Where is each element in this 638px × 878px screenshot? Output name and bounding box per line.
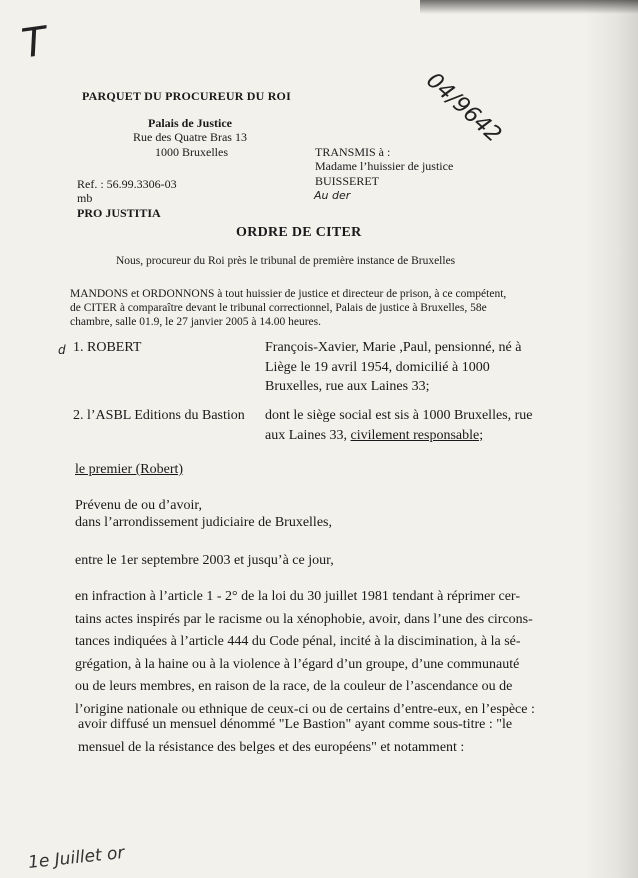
reference-number: Ref. : 56.99.3306-03 (77, 177, 177, 191)
address-street: Rue des Quatre Bras 13 (133, 130, 247, 144)
party-2-last-line (265, 426, 530, 446)
party-1-label: 1. ROBERT (73, 340, 142, 355)
party-1-line: Liège le 19 avril 1954, domicilié à 1000 (265, 359, 490, 375)
document-title: ORDRE DE CITER (236, 225, 362, 240)
infraction-line: tances indiquées à l’article 444 du Code pénal, incité à la discimination, à la sé- (75, 634, 521, 649)
transmis-label: TRANSMIS à : (315, 145, 391, 159)
pro-justitia: PRO JUSTITIA (77, 206, 161, 220)
party-2-line: dont le siège social est sis à 1000 Bruxelles, rue (265, 408, 533, 423)
intro-line: Nous, procureur du Roi près le tribunal de première instance de Bruxelles (116, 255, 456, 267)
prevenu-line-1: Prévenu de ou d’avoir, (75, 498, 202, 513)
mandons-line-3: chambre, salle 01.9, le 27 janvier 2005 à 14.00 heures. (70, 316, 322, 328)
party-1-line: Bruxelles, rue aux Laines 33; (265, 379, 430, 394)
margin-mark: T (18, 18, 50, 68)
infraction-line: ou de leurs membres, en raison de la race, de la couleur de l’ascendance ou de (75, 679, 513, 694)
party-1-line: François-Xavier, Marie ,Paul, pensionné, né à (265, 340, 522, 355)
reference-initials: mb (77, 191, 93, 205)
scan-edge-shadow (583, 0, 638, 878)
period-line: entre le 1er septembre 2003 et jusqu’à ce jour, (75, 553, 334, 568)
transmis-line-2: BUISSERET (315, 174, 380, 188)
mandons-line-2: de CITER à comparaître devant le tribunal correctionnel, Palais de justice à Bruxelles, 58e (70, 302, 487, 314)
infraction-line: tains actes inspirés par le racisme ou la xénophobie, avoir, dans l’une des circons- (75, 611, 533, 627)
office-header: PARQUET DU PROCUREUR DU ROI (82, 89, 291, 103)
first-defendant-heading: le premier (Robert) (75, 462, 184, 477)
party-2-details (265, 406, 533, 445)
infraction-line: en infraction à l’article 1 - 2° de la loi du 30 juillet 1981 tendant à réprimer cer- (75, 589, 520, 604)
infraction-line: grégation, à la haine ou à la violence à l’égard d’un groupe, d’une communauté (75, 656, 520, 672)
civilly-responsible: civilement responsable; (350, 427, 484, 443)
infraction-paragraph (75, 586, 550, 721)
address-city: 1000 Bruxelles (155, 145, 228, 159)
party-2-label: 2. l’ASBL Editions du Bastion (73, 408, 245, 423)
party-1-details (265, 338, 522, 397)
transmis-line-1: Madame l’huissier de justice (315, 159, 454, 173)
mandons-line-1: MANDONS et ORDONNONS à tout huissier de justice et directeur de prison, à ce compétent, (70, 288, 507, 300)
infraction-line: l’origine nationale ou ethnique de ceux-ci ou de certains d’entre-eux, en l’espèce : (75, 701, 535, 717)
handwritten-addressee-note: Au der (314, 189, 351, 202)
diffusion-line: avoir diffusé un mensuel dénommé "Le Bastion" ayant comme sous-titre : "le (78, 717, 513, 732)
handwritten-ref: 04/9642 (421, 68, 506, 148)
diffusion-line: mensuel de la résistance des belges et des européens" et notamment : (78, 739, 465, 755)
handwritten-item-mark: d (58, 343, 66, 357)
party-2-address-end: aux Laines 33, (265, 427, 351, 443)
scan-top-shadow (420, 0, 638, 14)
palais-de-justice: Palais de Justice (148, 116, 232, 130)
handwritten-footer-note: 1e Juillet or (27, 843, 126, 873)
diffusion-paragraph (78, 714, 550, 759)
prevenu-line-2: dans l’arrondissement judiciaire de Bruxelles, (75, 515, 332, 530)
